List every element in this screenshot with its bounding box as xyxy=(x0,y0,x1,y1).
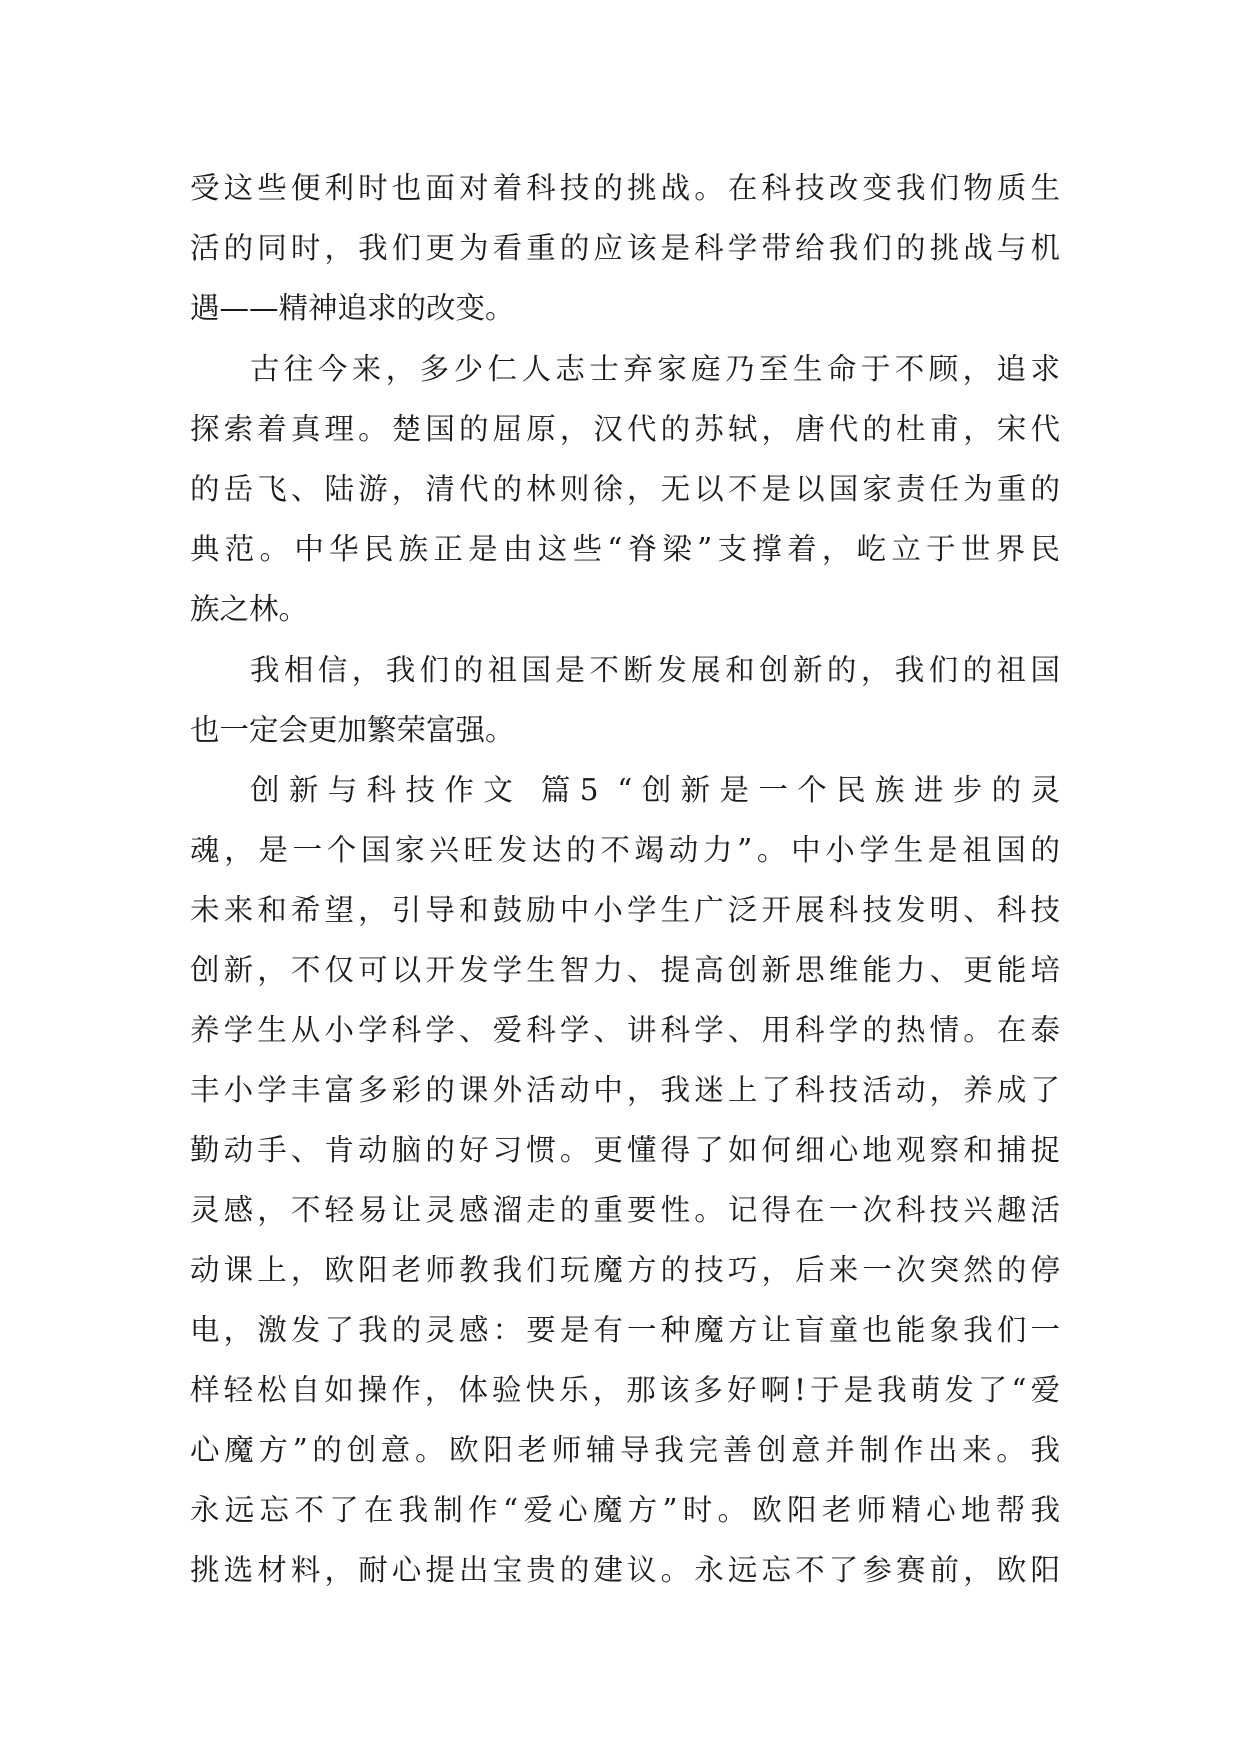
paragraph-first-line: 古往今来，多少仁人志士弃家庭乃至生命于不顾，追求 xyxy=(250,352,1060,386)
text-line: 勤动手、肯动脑的好习惯。更懂得了如何细心地观察和捕捉 xyxy=(190,1133,1060,1167)
text-line: 魂，是一个国家兴旺发达的不竭动力”。中小学生是祖国的 xyxy=(190,833,1060,867)
text-line: 动课上，欧阳老师教我们玩魔方的技巧，后来一次突然的停 xyxy=(190,1253,1060,1287)
text-line: 探索着真理。楚国的屈原，汉代的苏轼，唐代的杜甫，宋代 xyxy=(190,412,1060,446)
text-line: 创新，不仅可以开发学生智力、提高创新思维能力、更能培 xyxy=(190,953,1060,987)
text-line: 灵感，不轻易让灵感溜走的重要性。记得在一次科技兴趣活 xyxy=(190,1193,1060,1227)
text-line: 未来和希望，引导和鼓励中小学生广泛开展科技发明、科技 xyxy=(190,893,1060,927)
text-line: 永远忘不了在我制作“爱心魔方”时。欧阳老师精心地帮我 xyxy=(190,1493,1060,1527)
paragraph-first-line: 我相信，我们的祖国是不断发展和创新的，我们的祖国 xyxy=(250,653,1060,687)
text-line: 族之林。 xyxy=(190,592,309,626)
text-line: 的岳飞、陆游，清代的林则徐，无以不是以国家责任为重的 xyxy=(190,472,1060,506)
text-line: 受这些便利时也面对着科技的挑战。在科技改变我们物质生 xyxy=(190,171,1060,205)
text-line: 也一定会更加繁荣富强。 xyxy=(190,713,515,747)
text-line: 丰小学丰富多彩的课外活动中，我迷上了科技活动，养成了 xyxy=(190,1073,1060,1107)
text-line: 遇——精神追求的改变。 xyxy=(190,291,515,325)
text-line: 活的同时，我们更为看重的应该是科学带给我们的挑战与机 xyxy=(190,231,1060,265)
section-heading-line: 创新与科技作文 篇5 “创新是一个民族进步的灵 xyxy=(250,773,1060,807)
text-line: 电，激发了我的灵感：要是有一种魔方让盲童也能象我们一 xyxy=(190,1313,1060,1347)
text-line: 养学生从小学科学、爱科学、讲科学、用科学的热情。在泰 xyxy=(190,1013,1060,1047)
text-line: 典范。中华民族正是由这些“脊梁”支撑着，屹立于世界民 xyxy=(190,532,1060,566)
text-line: 挑选材料，耐心提出宝贵的建议。永远忘不了参赛前，欧阳 xyxy=(190,1553,1060,1587)
text-line: 心魔方”的创意。欧阳老师辅导我完善创意并制作出来。我 xyxy=(190,1433,1060,1467)
text-line: 样轻松自如操作，体验快乐，那该多好啊!于是我萌发了“爱 xyxy=(190,1373,1060,1407)
